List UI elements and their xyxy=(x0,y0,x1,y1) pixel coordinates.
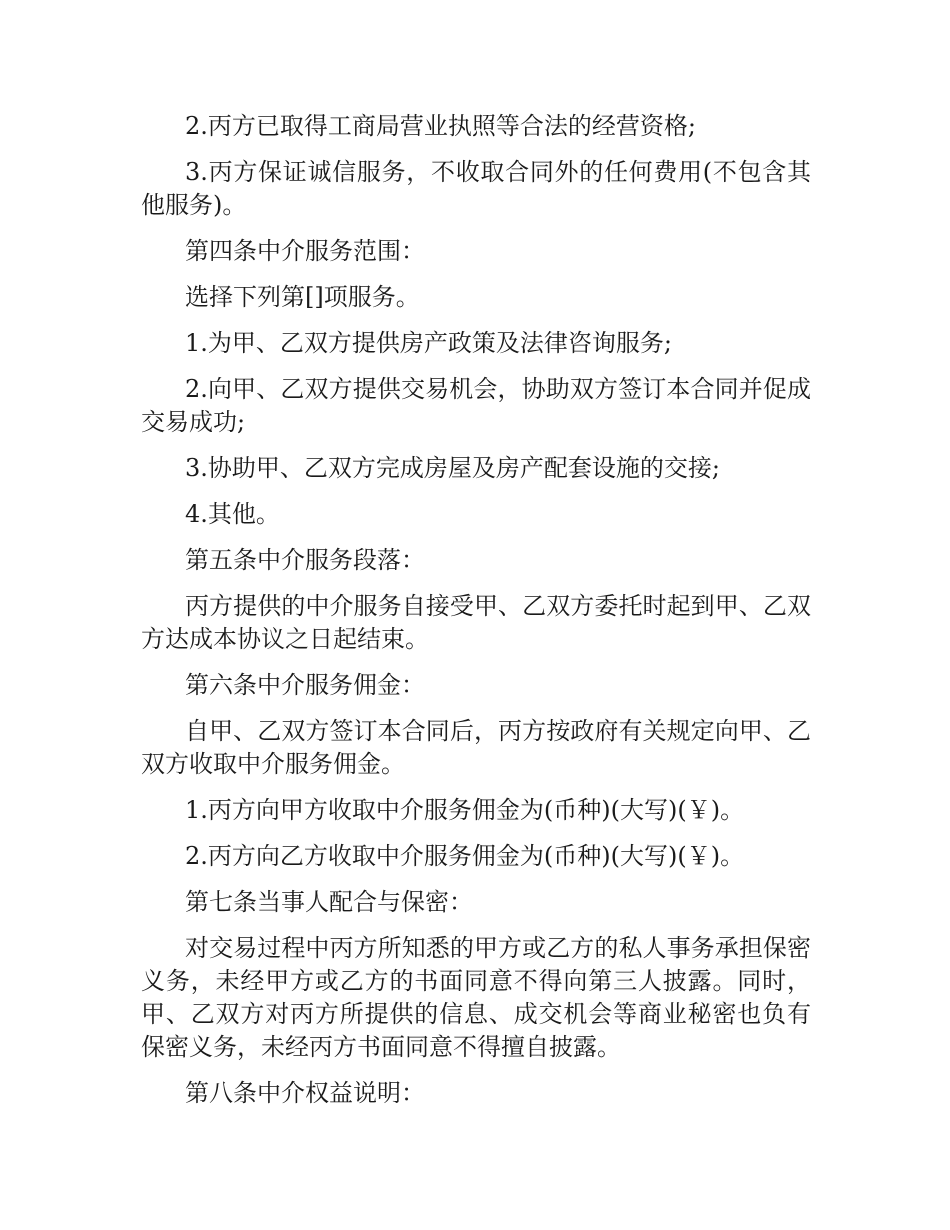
paragraph: 自甲、乙双方签订本合同后，丙方按政府有关规定向甲、乙双方收取中介服务佣金。 xyxy=(141,717,811,778)
paragraph: 选择下列第[]项服务。 xyxy=(185,283,420,311)
list-item: 3.协助甲、乙双方完成房屋及房产配套设施的交接; xyxy=(185,454,720,482)
list-item: 2.向甲、乙双方提供交易机会，协助双方签订本合同并促成交易成功; xyxy=(141,375,811,436)
document-body xyxy=(141,110,811,1123)
paragraph: 3.丙方保证诚信服务，不收取合同外的任何费用(不包含其他服务)。 xyxy=(141,158,811,219)
paragraph: 对交易过程中丙方所知悉的甲方或乙方的私人事务承担保密义务，未经甲方或乙方的书面同意不得向第三人披露。同时，甲、乙双方对丙方所提供的信息、成交机会等商业秘密也负有保密义务，未经丙方书面同意不得擅自披露。 xyxy=(141,934,811,1061)
section-heading: 第四条中介服务范围： xyxy=(185,237,425,265)
section-heading: 第八条中介权益说明： xyxy=(185,1079,425,1107)
paragraph: 2.丙方已取得工商局营业执照等合法的经营资格; xyxy=(185,112,696,140)
list-item: 2.丙方向乙方收取中介服务佣金为(币种)(大写)(￥)。 xyxy=(185,842,745,870)
section-heading: 第五条中介服务段落： xyxy=(185,546,425,574)
section-heading: 第六条中介服务佣金： xyxy=(185,671,425,699)
paragraph: 丙方提供的中介服务自接受甲、乙双方委托时起到甲、乙双方达成本协议之日起结束。 xyxy=(141,592,811,653)
list-item: 4.其他。 xyxy=(185,500,280,528)
list-item: 1.丙方向甲方收取中介服务佣金为(币种)(大写)(￥)。 xyxy=(185,796,745,824)
section-heading: 第七条当事人配合与保密： xyxy=(185,888,473,916)
list-item: 1.为甲、乙双方提供房产政策及法律咨询服务; xyxy=(185,329,672,357)
